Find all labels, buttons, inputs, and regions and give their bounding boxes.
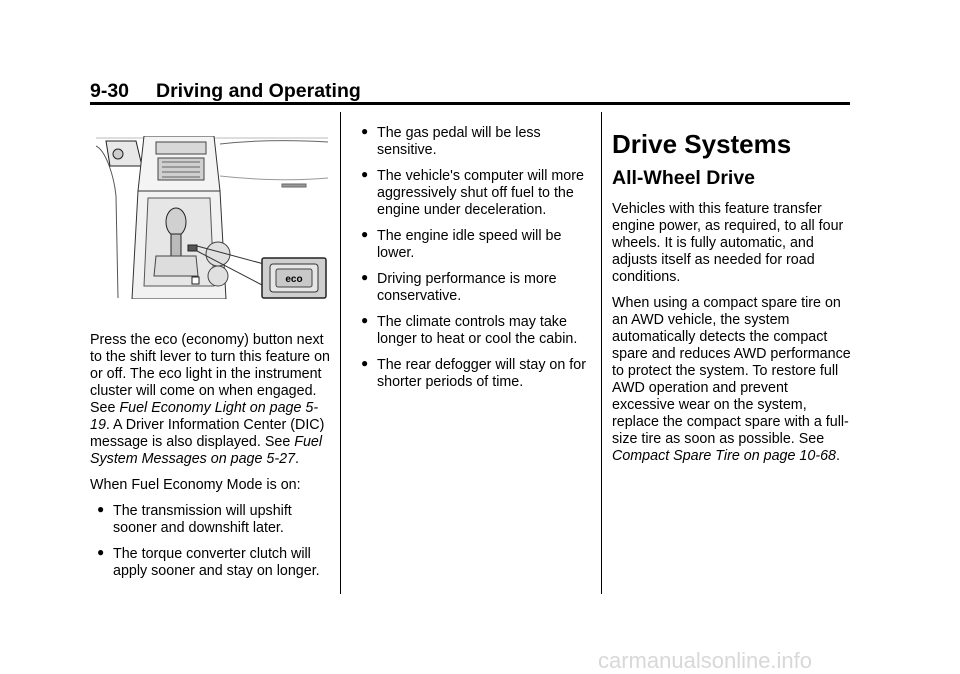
bullet-icon: ● bbox=[361, 167, 369, 181]
bullet-icon: ● bbox=[361, 313, 369, 327]
list-item-text: The gas pedal will be less sensitive. bbox=[377, 125, 541, 158]
list-item bbox=[90, 503, 330, 537]
eco-mode-intro: When Fuel Economy Mode is on: bbox=[90, 477, 301, 493]
text-run: . bbox=[836, 448, 840, 464]
list-item bbox=[354, 125, 594, 159]
list-item bbox=[90, 546, 330, 580]
text-run: Press the eco (economy) button next to the shift lever to turn this feature on or off. The eco light in the instrument cluster will come on when engaged. See bbox=[90, 332, 331, 416]
eco-intro-paragraph bbox=[90, 332, 330, 468]
compact-spare-paragraph bbox=[612, 295, 852, 465]
list-item bbox=[354, 357, 594, 391]
column-2 bbox=[354, 125, 594, 400]
eco-bullet-list-continued bbox=[354, 125, 594, 391]
bullet-icon: ● bbox=[97, 545, 105, 559]
bullet-icon: ● bbox=[361, 270, 369, 284]
column-3 bbox=[612, 125, 852, 474]
column-divider bbox=[340, 112, 341, 594]
list-item bbox=[354, 228, 594, 262]
link-compact-spare-tire[interactable]: Compact Spare Tire on page 10-68 bbox=[612, 448, 836, 464]
subsection-heading: All-Wheel Drive bbox=[612, 167, 756, 189]
header-rule bbox=[90, 102, 850, 105]
bullet-icon: ● bbox=[97, 502, 105, 516]
bullet-icon: ● bbox=[361, 356, 369, 370]
section-heading: Drive Systems bbox=[612, 129, 792, 159]
list-item-text: The transmission will upshift sooner and downshift later. bbox=[113, 503, 292, 536]
list-item-text: Driving performance is more conservative. bbox=[377, 271, 557, 304]
link-fuel-system-messages[interactable]: Fuel System Messages on page 5-27 bbox=[90, 434, 323, 467]
watermark: carmanualsonline.info bbox=[598, 648, 813, 673]
list-item-text: The climate controls may take longer to heat or cool the cabin. bbox=[377, 314, 578, 347]
eco-button-illustration bbox=[96, 136, 328, 299]
list-item-text: The engine idle speed will be lower. bbox=[377, 228, 562, 261]
list-item bbox=[354, 168, 594, 219]
bullet-icon: ● bbox=[361, 124, 369, 138]
list-item-text: The vehicle's computer will more aggressively shut off fuel to the engine under deceleration. bbox=[377, 168, 584, 218]
awd-paragraph: Vehicles with this feature transfer engine power, as required, to all four wheels. It is fully automatic, and adjusts itself as needed for road conditions. bbox=[612, 201, 844, 285]
text-run: . bbox=[295, 451, 300, 467]
text-run: . A Driver Information Center (DIC) message is also displayed. See bbox=[90, 417, 325, 450]
eco-button-label: eco bbox=[285, 274, 303, 285]
text-run: When using a compact spare tire on an AWD vehicle, the system automatically detects the compact spare and reduces AWD performance to protect the system. To restore full AWD operation and prevent excessive wear on the system, replace the compact spare with a full-size tire as soon as possible. See bbox=[612, 295, 851, 447]
column-divider bbox=[601, 112, 602, 594]
section-title: Driving and Operating bbox=[156, 80, 361, 102]
link-fuel-economy-light[interactable]: Fuel Economy Light on page 5-19 bbox=[90, 400, 319, 433]
column-1 bbox=[90, 332, 330, 589]
page-header bbox=[90, 80, 361, 103]
page-number: 9-30 bbox=[90, 80, 130, 102]
bullet-icon: ● bbox=[361, 227, 369, 241]
list-item-text: The torque converter clutch will apply sooner and stay on longer. bbox=[113, 546, 320, 579]
list-item bbox=[354, 271, 594, 305]
list-item bbox=[354, 314, 594, 348]
list-item-text: The rear defogger will stay on for shorter periods of time. bbox=[377, 357, 586, 390]
eco-bullet-list bbox=[90, 503, 330, 580]
